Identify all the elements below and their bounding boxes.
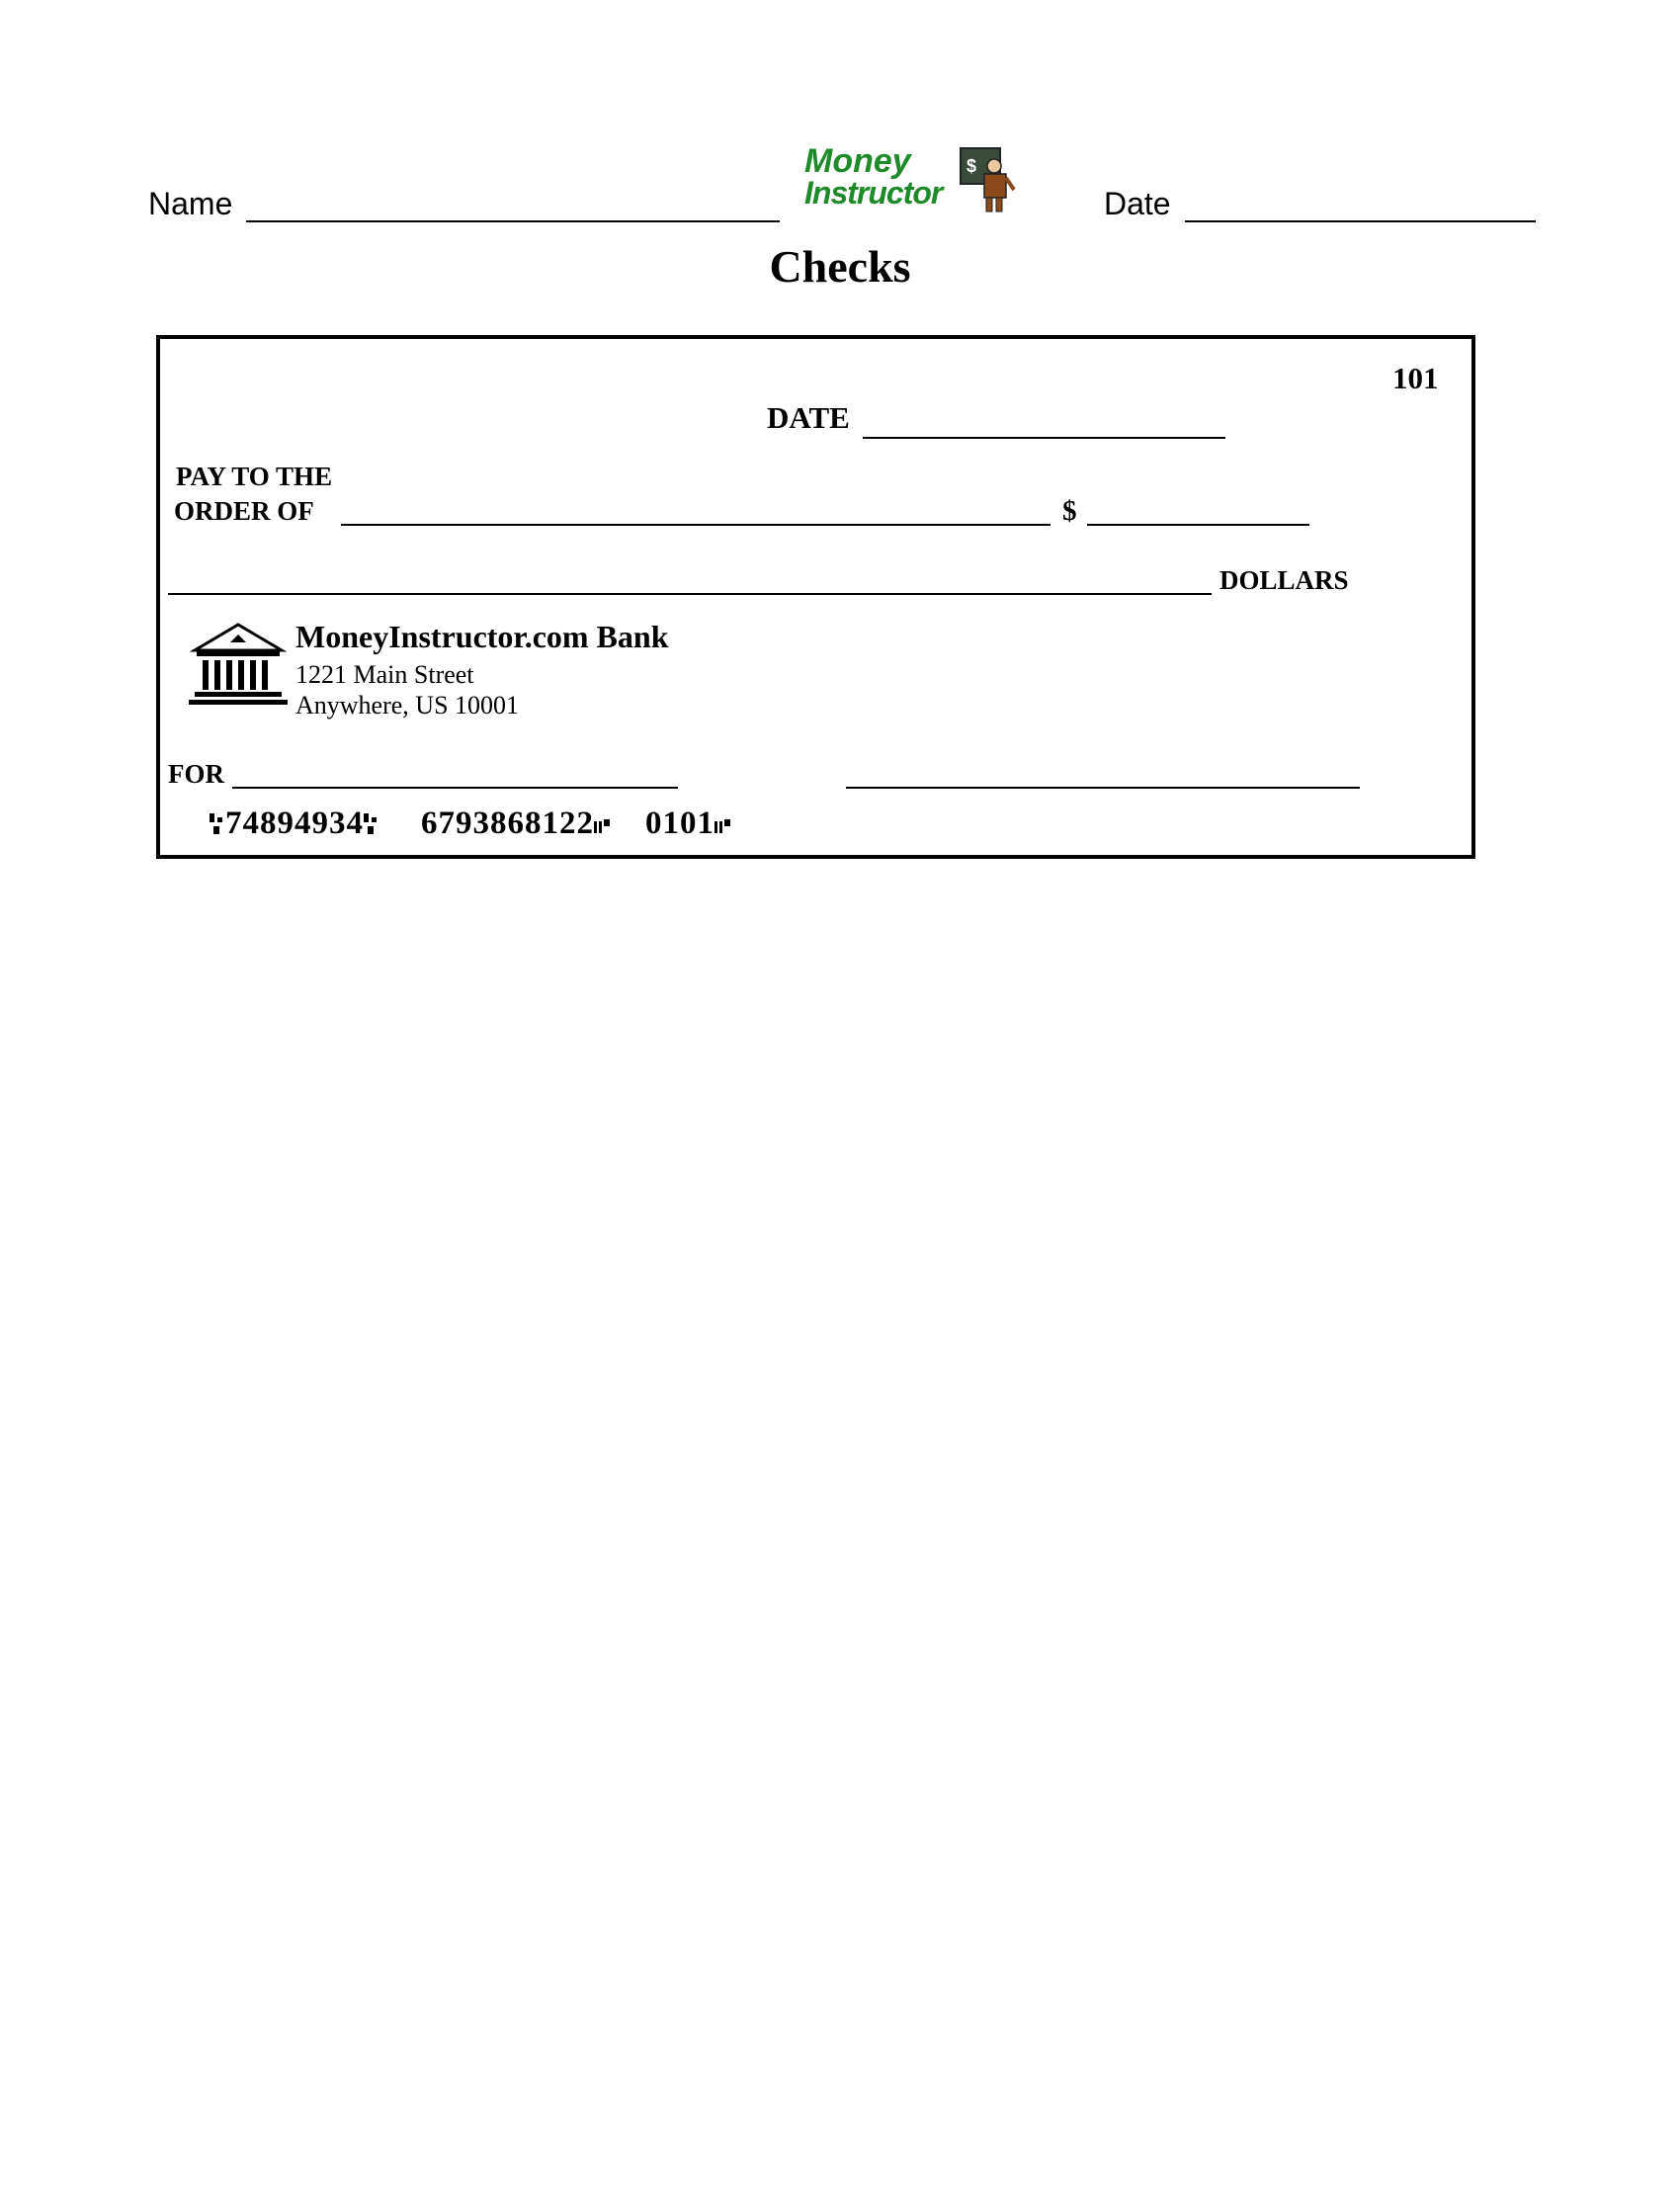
bank-name: MoneyInstructor.com Bank (295, 619, 669, 654)
check-date-label: DATE (767, 400, 850, 435)
amount-field[interactable] (1087, 524, 1309, 526)
micr-line (210, 805, 730, 844)
page-title: Checks (769, 241, 911, 292)
check-number: 101 (1392, 361, 1439, 395)
micr-check-number: 0101 (645, 805, 714, 841)
check-date-field[interactable] (863, 437, 1225, 439)
dollar-sign: $ (1062, 495, 1077, 527)
bank-address-line2: Anywhere, US 10001 (295, 691, 520, 720)
svg-text:$: $ (966, 156, 977, 176)
transit-symbol-icon (210, 807, 225, 844)
blank-check (156, 335, 1475, 859)
on-us-symbol-icon (594, 807, 610, 844)
dollars-label: DOLLARS (1219, 565, 1349, 595)
transit-symbol-icon (364, 807, 379, 844)
payee-field[interactable] (341, 524, 1050, 526)
for-label: FOR (168, 759, 224, 789)
bank-building-icon (185, 621, 292, 710)
logo-text-line2: Instructor (804, 175, 943, 211)
signature-field[interactable] (846, 787, 1360, 789)
date-label: Date (1104, 186, 1171, 221)
name-field[interactable] (246, 220, 780, 222)
money-instructor-logo (800, 144, 1023, 218)
date-field[interactable] (1185, 220, 1536, 222)
memo-field[interactable] (232, 787, 678, 789)
teacher-chalkboard-icon (959, 146, 1020, 215)
amount-words-field[interactable] (168, 593, 1212, 595)
name-label: Name (148, 186, 233, 221)
on-us-symbol-icon (714, 807, 730, 844)
micr-account-number: 6793868122 (421, 805, 594, 841)
logo-text-line1: Money (804, 142, 911, 180)
pay-to-label-line1: PAY TO THE (176, 462, 333, 491)
micr-routing-number: 74894934 (225, 805, 364, 841)
bank-address-line1: 1221 Main Street (295, 660, 474, 689)
pay-to-label-line2: ORDER OF (174, 496, 314, 526)
